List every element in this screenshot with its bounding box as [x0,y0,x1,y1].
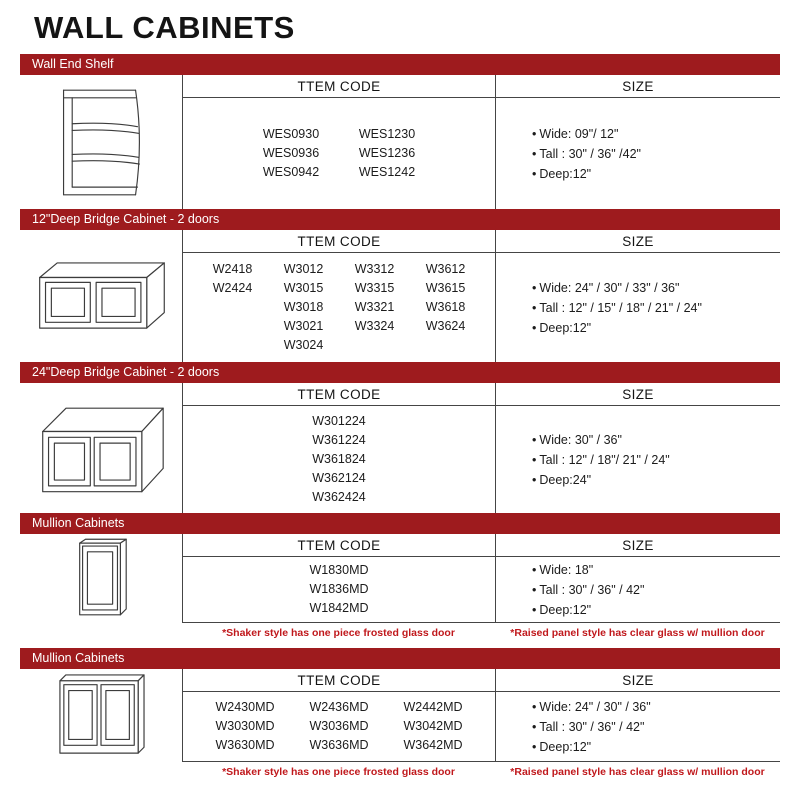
item-code: W3642MD [403,738,463,752]
size-line: • Deep:24" [532,470,780,490]
section-mullion-cabinets-single [20,513,780,642]
footnote-shaker: *Shaker style has one piece frosted glass door [222,766,455,778]
item-code: W2436MD [309,700,369,714]
item-code [339,336,410,355]
footnote-shaker: *Shaker style has one piece frosted glass door [222,627,455,639]
item-code: WES0930 [262,127,320,141]
item-code: WES0942 [262,165,320,179]
size-line: • Deep:12" [532,164,780,184]
item-code: W1830MD [309,563,369,577]
item-code-header: TTEM CODE [183,534,495,557]
item-code-list [183,98,495,209]
item-code: W3012 [283,262,324,276]
bridge-cabinet-24-drawing [20,383,182,513]
code-row [183,260,495,279]
size-line: • Tall : 30" / 36" /42" [532,144,780,164]
item-code: W3324 [354,319,395,333]
code-row [183,717,495,736]
size-list [496,557,780,622]
size-column [496,75,780,209]
section-content [20,534,780,622]
item-code: W3636MD [309,738,369,752]
section-title: Mullion Cabinets [32,651,125,665]
section-bridge-cabinet-12 [20,209,780,362]
item-code: W2442MD [403,700,463,714]
size-line: • Wide: 24" / 30" / 36" [532,697,780,717]
item-code [197,298,268,317]
size-header: SIZE [496,383,780,406]
section-title: Mullion Cabinets [32,516,125,530]
code-row [183,279,495,298]
item-code-column [182,534,496,622]
item-code-column [182,669,496,761]
code-row [183,469,495,488]
size-line: • Wide: 09"/ 12" [532,124,780,144]
item-code-column [182,75,496,209]
code-row [183,298,495,317]
mullion-cabinet-double-illustration [54,671,148,759]
item-code-list [183,253,495,362]
section-bridge-cabinet-24 [20,362,780,513]
item-code-list [183,692,495,761]
size-column [496,230,780,362]
section-content [20,75,780,209]
item-code: W3630MD [215,738,275,752]
code-row [183,488,495,507]
item-code: WES0936 [262,146,320,160]
section-title: 24"Deep Bridge Cabinet - 2 doors [32,365,220,379]
mullion-cabinet-double-drawing [20,669,182,761]
footnote-row [182,761,780,781]
size-line: • Deep:12" [532,600,780,620]
section-header-bar [20,54,780,75]
item-code-header: TTEM CODE [183,669,495,692]
item-code: W1842MD [309,601,369,615]
item-code: W361824 [312,452,366,466]
code-row [183,431,495,450]
item-code [410,336,481,355]
size-line: • Wide: 18" [532,560,780,580]
item-code: W3315 [354,281,395,295]
size-line: • Deep:12" [532,737,780,757]
item-code: W2424 [212,281,253,295]
item-code: WES1242 [358,165,416,179]
section-header-bar [20,648,780,669]
code-row [183,599,495,618]
item-code: W3624 [425,319,466,333]
size-header: SIZE [496,669,780,692]
item-code: W3615 [425,281,466,295]
section-title: 12"Deep Bridge Cabinet - 2 doors [32,212,220,226]
size-header: SIZE [496,230,780,253]
footnote-raised-panel: *Raised panel style has clear glass w/ mullion door [510,627,765,639]
item-code: W3618 [425,300,466,314]
item-code: W362124 [312,471,366,485]
section-mullion-cabinets-double [20,648,780,781]
size-list [496,406,780,513]
section-content [20,383,780,513]
item-code: W362424 [312,490,366,504]
size-list [496,98,780,209]
size-column [496,383,780,513]
item-code: W3024 [283,338,324,352]
item-code: W3018 [283,300,324,314]
code-row [183,336,495,355]
code-row [183,125,495,144]
item-code-header: TTEM CODE [183,383,495,406]
item-code: WES1230 [358,127,416,141]
size-header: SIZE [496,534,780,557]
bridge-cabinet-12-illustration [28,256,174,336]
code-row [183,561,495,580]
item-code: W1836MD [309,582,369,596]
item-code: W301224 [312,414,366,428]
bridge-cabinet-24-illustration [33,400,169,496]
code-row [183,450,495,469]
item-code: W361224 [312,433,366,447]
size-list [496,692,780,761]
item-code: W3015 [283,281,324,295]
item-code: W3312 [354,262,395,276]
size-header: SIZE [496,75,780,98]
item-code: WES1236 [358,146,416,160]
code-row [183,580,495,599]
item-code-list [183,406,495,513]
size-list [496,253,780,362]
size-line: • Wide: 30" / 36" [532,430,780,450]
size-line: • Deep:12" [532,318,780,338]
section-wall-end-shelf [20,54,780,209]
code-row [183,317,495,336]
item-code-column [182,230,496,362]
item-code: W2418 [212,262,253,276]
wall-end-shelf-illustration [53,83,149,201]
item-code: W3321 [354,300,395,314]
code-row [183,736,495,755]
item-code: W2430MD [215,700,275,714]
section-header-bar [20,362,780,383]
footnote-row [182,622,780,642]
section-header-bar [20,513,780,534]
section-title: Wall End Shelf [32,57,114,71]
item-code [197,317,268,336]
size-column [496,669,780,761]
section-content [20,230,780,362]
size-line: • Wide: 24" / 30" / 33" / 36" [532,278,780,298]
item-code-column [182,383,496,513]
page-title: WALL CABINETS [34,10,295,45]
size-line: • Tall : 12" / 15" / 18" / 21" / 24" [532,298,780,318]
size-line: • Tall : 12" / 18"/ 21" / 24" [532,450,780,470]
size-line: • Tall : 30" / 36" / 42" [532,717,780,737]
footnote-raised-panel: *Raised panel style has clear glass w/ mullion door [510,766,765,778]
item-code: W3042MD [403,719,463,733]
item-code-list [183,557,495,622]
item-code: W3021 [283,319,324,333]
item-code [197,336,268,355]
mullion-cabinet-single-drawing [20,534,182,622]
bridge-cabinet-12-drawing [20,230,182,362]
code-row [183,163,495,182]
item-code-header: TTEM CODE [183,75,495,98]
item-code: W3612 [425,262,466,276]
item-code-header: TTEM CODE [183,230,495,253]
code-row [183,144,495,163]
code-row [183,698,495,717]
mullion-cabinet-single-illustration [70,537,132,619]
item-code: W3036MD [309,719,369,733]
code-row [183,412,495,431]
size-line: • Tall : 30" / 36" / 42" [532,580,780,600]
section-content [20,669,780,761]
section-header-bar [20,209,780,230]
item-code: W3030MD [215,719,275,733]
wall-end-shelf-drawing [20,75,182,209]
size-column [496,534,780,622]
